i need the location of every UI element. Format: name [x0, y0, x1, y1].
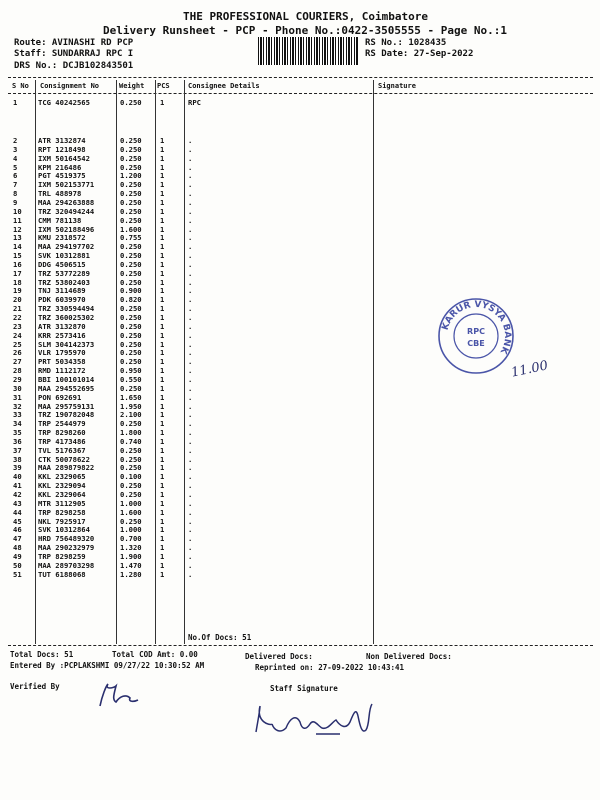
- cell-consignment-no: VLR 1795970: [38, 348, 86, 358]
- cell-pcs: 1: [160, 507, 165, 517]
- cell-consignee-details: RPC: [188, 98, 201, 107]
- cell-consignee-details: .: [188, 472, 193, 482]
- cell-weight: 0.250: [120, 197, 142, 207]
- staff-signature: [250, 700, 390, 745]
- cell-consignment-no: KKL 2329064: [38, 490, 86, 499]
- col-divider: [35, 80, 36, 644]
- cell-sno: 33: [13, 410, 22, 420]
- cell-sno: 21: [13, 304, 22, 314]
- cell-consignment-no: TRZ 360025302: [38, 313, 95, 322]
- cell-sno: 31: [13, 392, 22, 402]
- cell-pcs: 1: [160, 516, 165, 526]
- cell-pcs: 1: [160, 233, 165, 243]
- cell-consignee-details: .: [188, 313, 193, 322]
- cell-consignee-details: .: [188, 401, 193, 411]
- cell-weight: 0.250: [120, 268, 142, 278]
- cell-consignment-no: KMU 2318572: [38, 233, 86, 243]
- cell-consignee-details: .: [188, 224, 193, 234]
- cell-consignment-no: RPT 1218498: [38, 144, 86, 154]
- barcode: [258, 37, 358, 65]
- cell-weight: 0.250: [120, 162, 142, 172]
- cell-consignment-no: TRZ 330594494: [38, 304, 95, 314]
- cell-pcs: 1: [160, 472, 165, 482]
- cell-sno: 14: [13, 242, 22, 252]
- cell-sno: 6: [13, 171, 18, 181]
- cell-weight: 0.250: [120, 313, 142, 322]
- cell-consignment-no: HRD 756489320: [38, 534, 95, 544]
- col-header-details: Consignee Details: [188, 82, 260, 90]
- cell-pcs: 1: [160, 560, 165, 570]
- cell-pcs: 1: [160, 259, 165, 269]
- table-top-rule: [8, 77, 593, 78]
- col-divider: [116, 80, 117, 644]
- stamp-ring-text: KARUR VYSYA BANK: [440, 299, 513, 356]
- cell-sno: 8: [13, 189, 18, 199]
- cell-consignment-no: NKL 7925917: [38, 516, 86, 526]
- cell-consignee-details: .: [188, 348, 193, 358]
- cell-consignee-details: .: [188, 534, 193, 544]
- cell-sno: 29: [13, 374, 22, 384]
- cell-consignee-details: .: [188, 197, 193, 207]
- cell-consignment-no: MAA 290232979: [38, 543, 95, 553]
- cell-weight: 0.900: [120, 286, 142, 296]
- cell-pcs: 1: [160, 357, 165, 367]
- cell-consignee-details: .: [188, 383, 193, 393]
- cell-consignment-no: PGT 4519375: [38, 171, 86, 181]
- cell-pcs: 1: [160, 498, 165, 508]
- cell-sno: 20: [13, 295, 22, 305]
- cell-consignment-no: RMD 1112172: [38, 366, 86, 376]
- cell-sno: 13: [13, 233, 22, 243]
- cell-sno: 19: [13, 286, 22, 296]
- cell-sno: 11: [13, 215, 22, 225]
- cell-pcs: 1: [160, 171, 165, 181]
- cell-consignment-no: TRP 8298259: [38, 551, 86, 561]
- cell-weight: 0.250: [120, 304, 142, 314]
- cell-weight: 1.320: [120, 543, 142, 553]
- cell-weight: 0.250: [120, 383, 142, 393]
- cell-sno: 49: [13, 551, 22, 561]
- cell-pcs: 1: [160, 543, 165, 553]
- cell-weight: 1.650: [120, 392, 142, 402]
- cell-sno: 30: [13, 383, 22, 393]
- cell-weight: 0.250: [120, 348, 142, 358]
- cell-consignee-details: .: [188, 136, 193, 145]
- cell-consignee-details: .: [188, 507, 193, 517]
- cell-weight: 0.250: [120, 330, 142, 340]
- cell-pcs: 1: [160, 180, 165, 190]
- cell-consignee-details: .: [188, 277, 193, 287]
- cell-consignment-no: TVL 5176367: [38, 445, 86, 455]
- cell-consignment-no: TCG 40242565: [38, 98, 90, 107]
- col-header-consignment: Consignment No: [40, 82, 100, 90]
- cell-pcs: 1: [160, 197, 165, 207]
- cell-consignment-no: IXM 502153771: [38, 180, 95, 190]
- cell-consignment-no: MAA 289879822: [38, 463, 95, 473]
- cell-sno: 37: [13, 445, 22, 455]
- cell-pcs: 1: [160, 525, 165, 535]
- cell-consignment-no: KKL 2329065: [38, 472, 86, 482]
- runsheet-subtitle: Delivery Runsheet - PCP - Phone No.:0422-3505555 - Page No.:1: [103, 24, 507, 37]
- cell-consignee-details: .: [188, 242, 193, 252]
- cell-consignee-details: .: [188, 180, 193, 190]
- cell-sno: 36: [13, 436, 22, 446]
- cell-sno: 26: [13, 348, 22, 358]
- cell-sno: 1: [13, 98, 18, 107]
- cell-consignee-details: .: [188, 551, 193, 561]
- cell-pcs: 1: [160, 428, 165, 438]
- cell-consignee-details: .: [188, 419, 193, 429]
- cell-weight: 0.250: [120, 339, 142, 349]
- cell-consignee-details: .: [188, 339, 193, 349]
- cell-sno: 40: [13, 472, 22, 482]
- cell-weight: 0.250: [120, 98, 142, 107]
- cell-consignment-no: PRT 5034358: [38, 357, 86, 367]
- cell-weight: 1.800: [120, 428, 142, 438]
- cell-weight: 0.250: [120, 153, 142, 163]
- cell-weight: 1.000: [120, 525, 142, 535]
- cell-sno: 51: [13, 569, 22, 579]
- cell-consignee-details: .: [188, 251, 193, 261]
- cell-consignee-details: .: [188, 490, 193, 499]
- cell-pcs: 1: [160, 383, 165, 393]
- cell-consignee-details: .: [188, 445, 193, 455]
- cell-consignee-details: .: [188, 330, 193, 340]
- cell-sno: 38: [13, 454, 22, 464]
- cell-weight: 0.250: [120, 242, 142, 252]
- cell-consignee-details: .: [188, 543, 193, 553]
- cell-weight: 1.900: [120, 551, 142, 561]
- cell-weight: 0.250: [120, 357, 142, 367]
- cell-consignee-details: .: [188, 481, 193, 491]
- cell-sno: 34: [13, 419, 22, 429]
- cell-pcs: 1: [160, 392, 165, 402]
- stamp-inner-bottom: CBE: [467, 339, 485, 348]
- cell-pcs: 1: [160, 551, 165, 561]
- cell-consignee-details: .: [188, 189, 193, 199]
- cell-consignment-no: TRL 488978: [38, 189, 82, 199]
- cell-sno: 7: [13, 180, 18, 190]
- cell-consignee-details: .: [188, 304, 193, 314]
- cell-sno: 4: [13, 153, 18, 163]
- cell-sno: 42: [13, 490, 22, 499]
- cell-consignment-no: PDK 6039970: [38, 295, 86, 305]
- cell-consignment-no: SLM 304142373: [38, 339, 95, 349]
- cell-sno: 17: [13, 268, 22, 278]
- cell-weight: 0.250: [120, 481, 142, 491]
- col-header-sno: S No: [12, 82, 29, 90]
- cell-weight: 0.250: [120, 445, 142, 455]
- cell-sno: 46: [13, 525, 22, 535]
- table-bottom-rule: [8, 645, 593, 646]
- cell-consignment-no: MAA 289703298: [38, 560, 95, 570]
- cell-consignee-details: .: [188, 144, 193, 154]
- col-header-weight: Weight: [119, 82, 145, 90]
- cell-sno: 48: [13, 543, 22, 553]
- cell-consignment-no: KPM 216486: [38, 162, 82, 172]
- cell-sno: 24: [13, 330, 22, 340]
- cell-pcs: 1: [160, 98, 165, 107]
- cell-sno: 10: [13, 206, 22, 216]
- cell-sno: 9: [13, 197, 18, 207]
- stamp-inner-top: RPC: [467, 327, 485, 336]
- bank-stamp: [436, 296, 516, 376]
- cell-consignee-details: .: [188, 286, 193, 296]
- table-header-rule: [8, 93, 593, 94]
- cell-consignee-details: .: [188, 233, 193, 243]
- cell-sno: 5: [13, 162, 18, 172]
- cell-weight: 1.470: [120, 560, 142, 570]
- col-divider: [373, 80, 374, 644]
- cell-consignment-no: PON 692691: [38, 392, 82, 402]
- cell-sno: 15: [13, 251, 22, 261]
- col-divider: [184, 80, 185, 644]
- cell-consignment-no: SVK 10312864: [38, 525, 90, 535]
- cell-pcs: 1: [160, 481, 165, 491]
- verified-by: Verified By: [10, 682, 60, 691]
- cell-pcs: 1: [160, 454, 165, 464]
- cell-weight: 0.250: [120, 144, 142, 154]
- cell-consignment-no: KRR 2573416: [38, 330, 86, 340]
- cell-pcs: 1: [160, 251, 165, 261]
- cell-weight: 0.250: [120, 189, 142, 199]
- non-delivered-docs: Non Delivered Docs:: [366, 652, 452, 661]
- cell-consignment-no: DDG 4506515: [38, 259, 86, 269]
- cell-sno: 3: [13, 144, 18, 154]
- cell-consignment-no: MAA 294552695: [38, 383, 95, 393]
- cell-consignee-details: .: [188, 206, 193, 216]
- cell-sno: 25: [13, 339, 22, 349]
- cell-pcs: 1: [160, 445, 165, 455]
- cell-weight: 2.100: [120, 410, 142, 420]
- cell-consignee-details: .: [188, 162, 193, 172]
- cell-pcs: 1: [160, 224, 165, 234]
- cell-consignee-details: .: [188, 268, 193, 278]
- cell-sno: 41: [13, 481, 22, 491]
- cell-weight: 0.250: [120, 215, 142, 225]
- cell-pcs: 1: [160, 569, 165, 579]
- entered-by: Entered By :PCPLAKSHMI 09/27/22 10:30:52 AM: [10, 661, 205, 670]
- company-title: THE PROFESSIONAL COURIERS, Coimbatore: [183, 10, 429, 23]
- cell-consignment-no: TRZ 190782048: [38, 410, 95, 420]
- total-docs: Total Docs: 51: [10, 650, 74, 659]
- cell-pcs: 1: [160, 268, 165, 278]
- cell-consignment-no: TRZ 53802403: [38, 277, 90, 287]
- staff-signature-label: Staff Signature: [270, 684, 338, 693]
- col-header-pcs: PCS: [157, 82, 170, 90]
- cell-consignment-no: CTK 50078622: [38, 454, 90, 464]
- cell-pcs: 1: [160, 410, 165, 420]
- reprinted-on: Reprinted on: 27-09-2022 10:43:41: [255, 663, 405, 672]
- cell-consignee-details: .: [188, 525, 193, 535]
- cell-consignee-details: .: [188, 259, 193, 269]
- cell-weight: 0.250: [120, 180, 142, 190]
- cell-weight: 0.250: [120, 454, 142, 464]
- cell-pcs: 1: [160, 136, 165, 145]
- cell-consignee-details: .: [188, 171, 193, 181]
- cell-sno: 35: [13, 428, 22, 438]
- cell-consignee-details: .: [188, 498, 193, 508]
- cell-pcs: 1: [160, 419, 165, 429]
- cell-pcs: 1: [160, 366, 165, 376]
- cell-weight: 0.740: [120, 436, 142, 446]
- cell-consignment-no: TRP 8298258: [38, 507, 86, 517]
- cell-weight: 1.200: [120, 171, 142, 181]
- cell-pcs: 1: [160, 206, 165, 216]
- cell-weight: 0.250: [120, 277, 142, 287]
- cell-sno: 39: [13, 463, 22, 473]
- cell-consignee-details: .: [188, 516, 193, 526]
- cell-consignment-no: BBI 100101014: [38, 374, 95, 384]
- cell-sno: 32: [13, 401, 22, 411]
- cell-sno: 50: [13, 560, 22, 570]
- cell-pcs: 1: [160, 436, 165, 446]
- cell-consignment-no: TRZ 320494244: [38, 206, 95, 216]
- cell-consignee-details: .: [188, 436, 193, 446]
- cell-pcs: 1: [160, 348, 165, 358]
- cell-weight: 0.550: [120, 374, 142, 384]
- rs-date: RS Date: 27-Sep-2022: [365, 49, 474, 59]
- cell-weight: 0.250: [120, 251, 142, 261]
- cell-consignee-details: .: [188, 454, 193, 464]
- cell-sno: 2: [13, 136, 18, 145]
- cell-weight: 0.250: [120, 259, 142, 269]
- cell-consignment-no: TRP 2544979: [38, 419, 86, 429]
- cell-consignment-no: IXM 502188496: [38, 224, 95, 234]
- cell-sno: 18: [13, 277, 22, 287]
- cell-weight: 1.280: [120, 569, 142, 579]
- cell-pcs: 1: [160, 277, 165, 287]
- cell-consignment-no: KKL 2329094: [38, 481, 86, 491]
- cell-sno: 22: [13, 313, 22, 322]
- cell-pcs: 1: [160, 162, 165, 172]
- cell-pcs: 1: [160, 374, 165, 384]
- cell-consignment-no: CMM 781138: [38, 215, 82, 225]
- cell-consignee-details: .: [188, 560, 193, 570]
- cell-consignment-no: TUT 6188068: [38, 569, 86, 579]
- verifier-signature: [92, 680, 152, 710]
- cell-consignment-no: IXM 50164542: [38, 153, 90, 163]
- cell-consignee-details: .: [188, 569, 193, 579]
- cell-consignment-no: MAA 294263888: [38, 197, 95, 207]
- cell-consignee-details: .: [188, 463, 193, 473]
- cell-pcs: 1: [160, 295, 165, 305]
- cell-pcs: 1: [160, 330, 165, 340]
- cell-pcs: 1: [160, 153, 165, 163]
- cell-weight: 0.100: [120, 472, 142, 482]
- cell-weight: 0.250: [120, 206, 142, 216]
- cell-pcs: 1: [160, 313, 165, 322]
- cell-sno: 28: [13, 366, 22, 376]
- cell-weight: 0.250: [120, 321, 142, 331]
- cell-consignment-no: TRP 8298260: [38, 428, 86, 438]
- delivered-docs: Delivered Docs:: [245, 652, 313, 661]
- cell-consignment-no: SVK 10312881: [38, 251, 90, 261]
- cell-sno: 16: [13, 259, 22, 269]
- cell-weight: 1.950: [120, 401, 142, 411]
- cell-sno: 12: [13, 224, 22, 234]
- cell-weight: 0.950: [120, 366, 142, 376]
- cell-pcs: 1: [160, 463, 165, 473]
- cell-pcs: 1: [160, 304, 165, 314]
- cell-weight: 0.700: [120, 534, 142, 544]
- cell-consignee-details: .: [188, 374, 193, 384]
- cell-consignment-no: MAA 294197702: [38, 242, 95, 252]
- cell-consignee-details: .: [188, 410, 193, 420]
- col-divider: [155, 80, 156, 644]
- cell-pcs: 1: [160, 215, 165, 225]
- cell-pcs: 1: [160, 490, 165, 499]
- route-label: Route: AVINASHI RD PCP: [14, 38, 134, 48]
- cell-consignee-details: .: [188, 295, 193, 305]
- cell-consignee-details: .: [188, 366, 193, 376]
- drs-number: DRS No.: DCJB102843501: [14, 61, 134, 71]
- cell-consignee-details: .: [188, 153, 193, 163]
- cell-consignment-no: TRZ 53772289: [38, 268, 90, 278]
- handwritten-note: 11.00: [509, 358, 550, 381]
- cell-pcs: 1: [160, 534, 165, 544]
- cell-weight: 0.250: [120, 490, 142, 499]
- cell-weight: 0.250: [120, 136, 142, 145]
- cell-consignment-no: TNJ 3114689: [38, 286, 86, 296]
- cell-consignee-details: .: [188, 215, 193, 225]
- cell-pcs: 1: [160, 242, 165, 252]
- cell-weight: 1.600: [120, 507, 142, 517]
- cell-pcs: 1: [160, 286, 165, 296]
- cell-sno: 47: [13, 534, 22, 544]
- staff-label: Staff: SUNDARRAJ RPC I: [14, 49, 134, 59]
- no-of-docs: No.Of Docs: 51: [188, 633, 252, 642]
- cell-weight: 0.755: [120, 233, 142, 243]
- cell-pcs: 1: [160, 321, 165, 331]
- cell-pcs: 1: [160, 144, 165, 154]
- cell-consignee-details: .: [188, 428, 193, 438]
- cell-sno: 23: [13, 321, 22, 331]
- cell-pcs: 1: [160, 401, 165, 411]
- cell-consignment-no: ATR 3132870: [38, 321, 86, 331]
- cell-weight: 0.250: [120, 463, 142, 473]
- cell-consignee-details: .: [188, 357, 193, 367]
- cell-consignment-no: TRP 4173486: [38, 436, 86, 446]
- cell-weight: 1.600: [120, 224, 142, 234]
- cell-weight: 1.000: [120, 498, 142, 508]
- col-header-signature: Signature: [378, 82, 416, 90]
- cell-sno: 45: [13, 516, 22, 526]
- cell-pcs: 1: [160, 189, 165, 199]
- cell-weight: 0.250: [120, 516, 142, 526]
- cell-pcs: 1: [160, 339, 165, 349]
- cell-weight: 0.250: [120, 419, 142, 429]
- cell-consignment-no: MTR 3112905: [38, 498, 86, 508]
- cell-consignment-no: MAA 295759131: [38, 401, 95, 411]
- total-cod: Total COD Amt: 0.00: [112, 650, 198, 659]
- cell-sno: 44: [13, 507, 22, 517]
- cell-sno: 27: [13, 357, 22, 367]
- cell-consignee-details: .: [188, 392, 193, 402]
- rs-number: RS No.: 1028435: [365, 38, 447, 48]
- cell-weight: 0.820: [120, 295, 142, 305]
- cell-consignee-details: .: [188, 321, 193, 331]
- cell-consignment-no: ATR 3132874: [38, 136, 86, 145]
- cell-sno: 43: [13, 498, 22, 508]
